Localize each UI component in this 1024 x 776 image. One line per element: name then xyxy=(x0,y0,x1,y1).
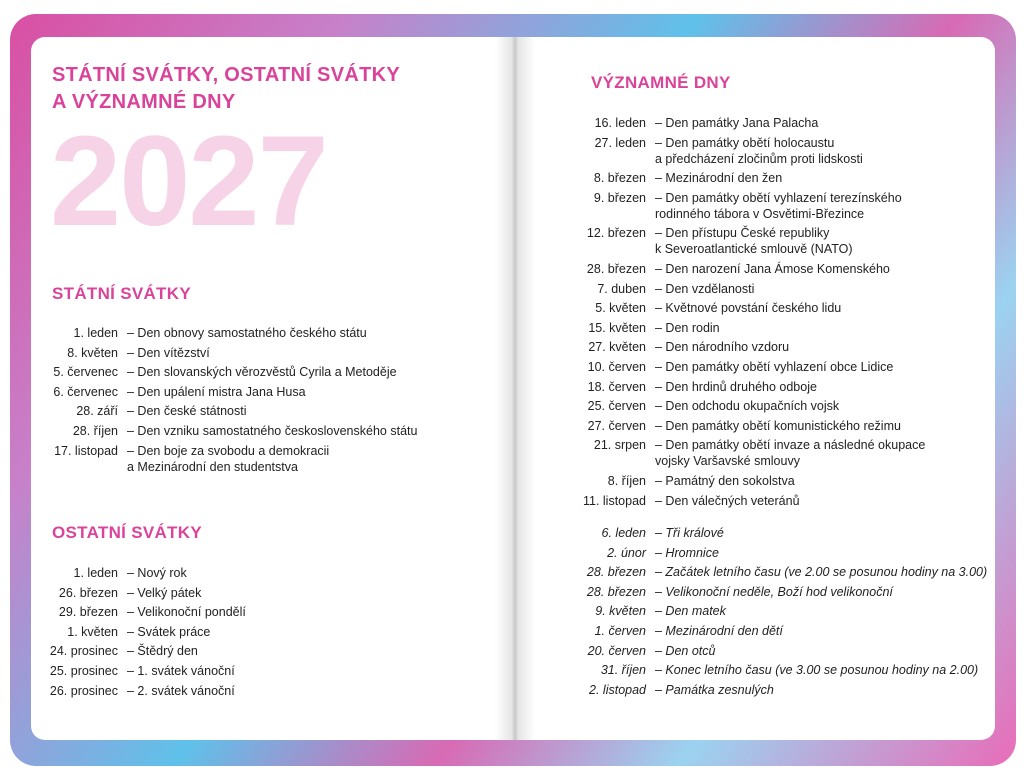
item-date: 18. červen xyxy=(587,379,646,394)
list-item xyxy=(567,379,925,395)
list-item xyxy=(567,564,987,580)
item-date: 11. listopad xyxy=(582,493,646,508)
item-description: – Den památky obětí komunistického režimu xyxy=(655,418,901,433)
item-description: – Den matek xyxy=(655,604,726,619)
item-description: – Den památky obětí vyhlazení terezínského rodinného tábora v Osvětimi-Březince xyxy=(655,190,902,221)
list-item xyxy=(41,585,246,601)
list-item xyxy=(567,261,925,277)
item-description: – Den hrdinů druhého odboje xyxy=(655,379,817,394)
item-date: 16. leden xyxy=(594,116,646,130)
item-date: 25. červen xyxy=(587,399,646,414)
item-description: – Den rodin xyxy=(655,320,720,335)
item-description: – Květnové povstání českého lidu xyxy=(655,301,842,316)
item-date: 6. červenec xyxy=(53,384,118,399)
item-date: 7. duben xyxy=(597,281,646,296)
item-date: 12. březen xyxy=(586,226,646,241)
state-holidays-heading: STÁTNÍ SVÁTKY xyxy=(52,284,191,303)
item-date: 9. květen xyxy=(595,604,646,619)
item-description: – Konec letního času (ve 3.00 se posunou hodiny na 2.00) xyxy=(655,663,979,678)
item-date: 8. březen xyxy=(593,171,646,186)
list-item xyxy=(567,359,925,375)
item-description: – Mezinárodní den žen xyxy=(655,171,783,186)
item-date: 1. leden xyxy=(73,326,118,340)
item-description: – Velký pátek xyxy=(127,585,202,600)
item-date: 2. listopad xyxy=(589,682,646,697)
item-description: – Štědrý den xyxy=(127,644,198,659)
list-item xyxy=(567,225,925,257)
item-date: 9. březen xyxy=(593,190,646,205)
list-item xyxy=(567,584,987,600)
item-description: – Tři králové xyxy=(655,526,724,540)
item-description: – Den památky obětí invaze a následné okupace vojsky Varšavské smlouvy xyxy=(655,438,926,469)
item-description: – Den upálení mistra Jana Husa xyxy=(127,384,306,399)
list-item xyxy=(567,545,987,561)
item-description: – Den památky obětí holocaustu a předcházení zločinům proti lidskosti xyxy=(655,135,863,166)
list-item xyxy=(567,339,925,355)
list-item xyxy=(41,384,417,400)
item-date: 27. červen xyxy=(587,418,646,433)
item-date: 1. květen xyxy=(67,624,118,639)
item-description: – Den vzniku samostatného československého státu xyxy=(127,423,418,438)
item-date: 15. květen xyxy=(588,320,646,335)
item-date: 26. březen xyxy=(58,585,118,600)
item-date: 1. leden xyxy=(73,566,118,580)
list-item xyxy=(41,345,417,361)
item-date: 5. červenec xyxy=(53,365,118,380)
item-description: – Den památky Jana Palacha xyxy=(655,116,819,130)
item-date: 17. listopad xyxy=(54,443,118,458)
page-title xyxy=(52,62,400,116)
list-item xyxy=(41,683,246,699)
list-item xyxy=(567,643,987,659)
list-item xyxy=(567,473,925,489)
list-item xyxy=(41,423,417,439)
significant-days-list xyxy=(567,115,925,512)
item-description: – Nový rok xyxy=(127,566,187,580)
item-date: 25. prosinec xyxy=(49,663,118,678)
item-description: – Svátek práce xyxy=(127,624,211,639)
item-description: – Hromnice xyxy=(655,545,719,560)
title-line-1: STÁTNÍ SVÁTKY, OSTATNÍ SVÁTKY xyxy=(52,64,400,86)
item-description: – Památka zesnulých xyxy=(655,682,774,697)
item-description: – Den české státnosti xyxy=(127,404,247,419)
item-description: – Mezinárodní den dětí xyxy=(655,623,783,638)
item-date: 28. březen xyxy=(586,261,646,276)
item-date: 28. březen xyxy=(586,584,646,599)
item-description: – Den slovanských věrozvěstů Cyrila a Metoděje xyxy=(127,365,397,380)
other-holidays-heading: OSTATNÍ SVÁTKY xyxy=(52,523,202,542)
list-item xyxy=(567,281,925,297)
item-date: 27. leden xyxy=(594,135,646,150)
item-description: – Den otců xyxy=(655,643,716,658)
list-item xyxy=(567,398,925,414)
item-date: 2. únor xyxy=(607,545,646,560)
folk-days-list xyxy=(567,525,987,701)
year-number: 2027 xyxy=(50,110,327,253)
item-date: 20. červen xyxy=(587,643,646,658)
item-date: 26. prosinec xyxy=(49,683,118,698)
item-description: – Den přístupu České republiky k Severoatlantické smlouvě (NATO) xyxy=(655,226,853,257)
list-item xyxy=(567,623,987,639)
item-date: 28. září xyxy=(76,404,118,419)
item-date: 8. květen xyxy=(67,345,118,360)
item-description: – Den odchodu okupačních vojsk xyxy=(655,399,840,414)
title-line-2: A VÝZNAMNÉ DNY xyxy=(52,91,236,113)
book-gutter xyxy=(495,37,535,740)
state-holidays-list xyxy=(41,325,417,478)
item-description: – Den vzdělanosti xyxy=(655,281,755,296)
item-description: – Den válečných veteránů xyxy=(655,493,800,508)
item-description: – Velikonoční neděle, Boží hod velikonoční xyxy=(655,584,893,599)
item-description: – 2. svátek vánoční xyxy=(127,683,235,698)
item-description: – 1. svátek vánoční xyxy=(127,663,235,678)
item-date: 24. prosinec xyxy=(49,644,118,659)
list-item xyxy=(567,300,925,316)
list-item xyxy=(41,624,246,640)
list-item xyxy=(41,663,246,679)
list-item xyxy=(567,682,987,698)
list-item xyxy=(567,525,987,541)
item-date: 5. květen xyxy=(595,301,646,316)
item-date: 6. leden xyxy=(601,526,646,540)
item-description: – Památný den sokolstva xyxy=(655,473,795,488)
item-description: – Den boje za svobodu a demokracii a Mezinárodní den studentstva xyxy=(127,443,330,474)
item-description: – Den památky obětí vyhlazení obce Lidice xyxy=(655,359,894,374)
list-item xyxy=(41,325,417,341)
item-description: – Den narození Jana Ámose Komenského xyxy=(655,261,890,276)
item-description: – Den národního vzdoru xyxy=(655,340,790,355)
item-date: 29. březen xyxy=(58,605,118,620)
list-item xyxy=(41,565,246,581)
list-item xyxy=(567,603,987,619)
list-item xyxy=(567,320,925,336)
item-date: 8. říjen xyxy=(607,473,646,488)
list-item xyxy=(41,604,246,620)
list-item xyxy=(567,662,987,678)
item-date: 31. říjen xyxy=(600,663,646,678)
list-item xyxy=(41,443,417,475)
list-item xyxy=(41,364,417,380)
list-item xyxy=(41,643,246,659)
other-holidays-list xyxy=(41,565,246,702)
list-item xyxy=(567,190,925,222)
item-date: 21. srpen xyxy=(593,438,646,453)
item-description: – Velikonoční pondělí xyxy=(127,605,246,620)
significant-days-heading: VÝZNAMNÉ DNY xyxy=(591,73,731,92)
item-date: 1. červen xyxy=(594,623,646,638)
item-description: – Den vítězství xyxy=(127,345,210,360)
list-item xyxy=(567,170,925,186)
item-date: 10. červen xyxy=(587,359,646,374)
item-date: 28. březen xyxy=(586,565,646,580)
item-description: – Začátek letního času (ve 2.00 se posunou hodiny na 3.00) xyxy=(655,565,988,580)
list-item xyxy=(567,437,925,469)
list-item xyxy=(567,418,925,434)
item-date: 27. květen xyxy=(588,340,646,355)
list-item xyxy=(567,135,925,167)
list-item xyxy=(41,403,417,419)
item-description: – Den obnovy samostatného českého státu xyxy=(127,326,367,340)
list-item xyxy=(567,493,925,509)
list-item xyxy=(567,115,925,131)
item-date: 28. říjen xyxy=(72,423,118,438)
